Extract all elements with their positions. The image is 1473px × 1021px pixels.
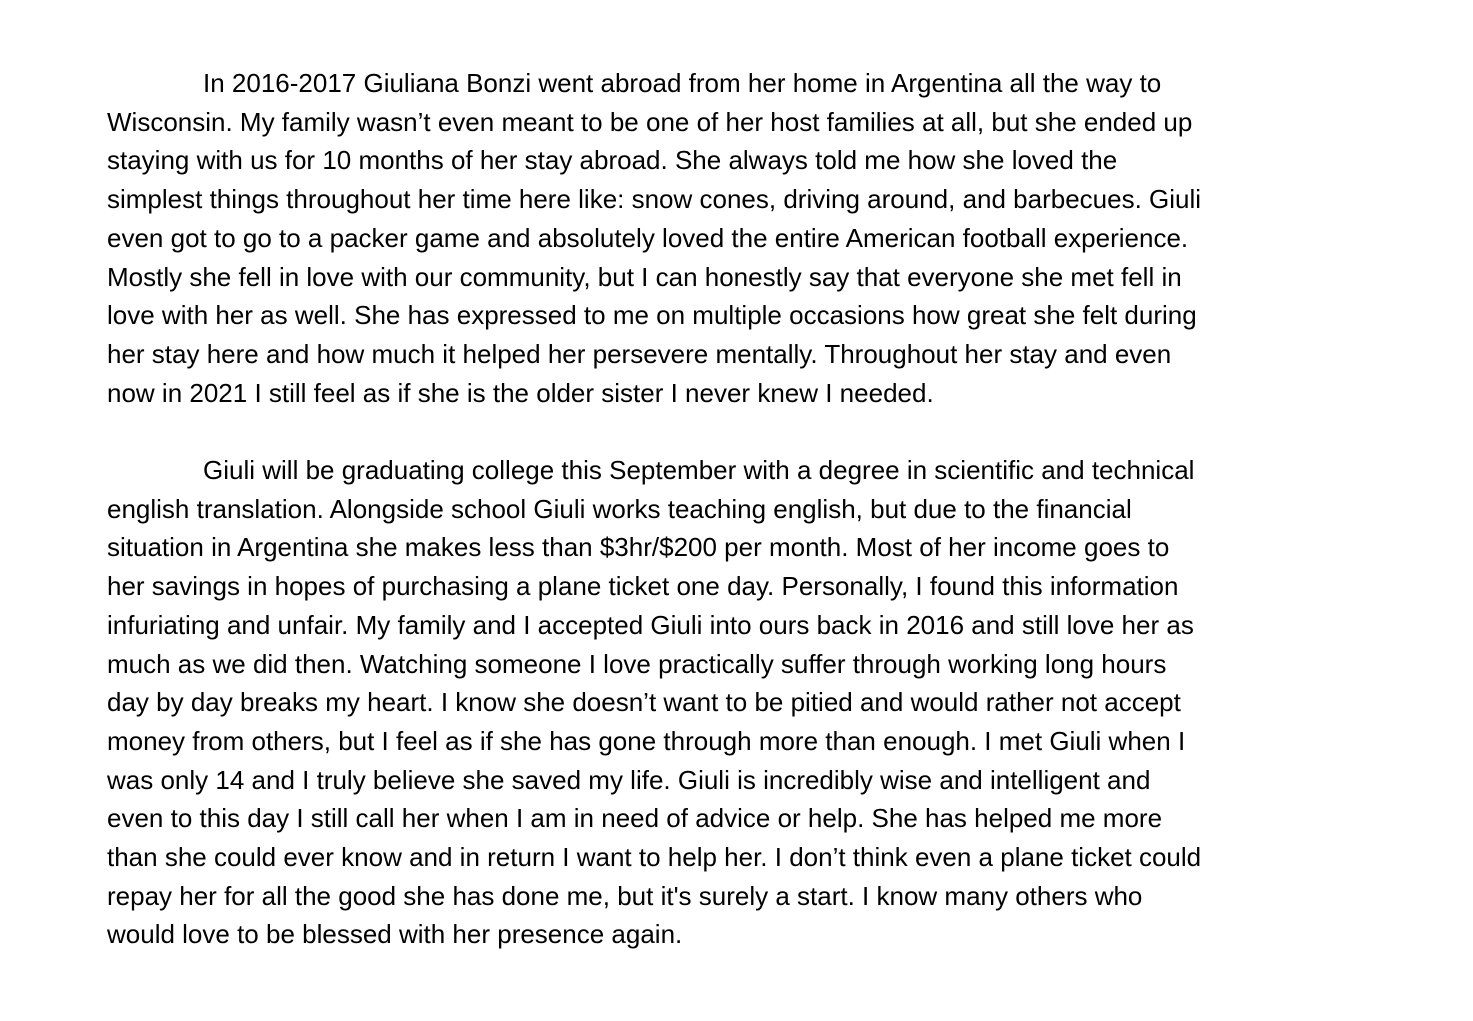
paragraph-line: much as we did then. Watching someone I love practically suffer through working long hours (107, 648, 1167, 679)
paragraph-line: would love to be blessed with her presence again. (107, 919, 683, 950)
paragraph-line: money from others, but I feel as if she has gone through more than enough. I met Giuli when I (107, 725, 1186, 756)
paragraph-2 (107, 451, 1357, 954)
paragraph-line: love with her as well. She has expressed to me on multiple occasions how great she felt during (107, 300, 1197, 331)
paragraph-line: even to this day I still call her when I am in need of advice or help. She has helped me more (107, 803, 1163, 834)
paragraph-1 (107, 64, 1357, 412)
paragraph-line: repay her for all the good she has done me, but it's surely a start. I know many others who (107, 880, 1143, 911)
paragraph-line: staying with us for 10 months of her stay abroad. She always told me how she loved the (107, 145, 1118, 176)
paragraph-line: her stay here and how much it helped her persevere mentally. Throughout her stay and even (107, 338, 1172, 369)
paragraph-line: Giuli will be graduating college this September with a degree in scientific and technical (203, 455, 1195, 486)
paragraph-line: english translation. Alongside school Giuli works teaching english, but due to the financial (107, 493, 1132, 524)
paragraph-line: simplest things throughout her time here like: snow cones, driving around, and barbecues. Giuli (107, 184, 1202, 215)
document-body (107, 64, 1357, 954)
paragraph-line: situation in Argentina she makes less than $3hr/$200 per month. Most of her income goes to (107, 532, 1170, 563)
paragraph-line: even got to go to a packer game and absolutely loved the entire American football experience. (107, 222, 1189, 253)
paragraph-line: In 2016-2017 Giuliana Bonzi went abroad from her home in Argentina all the way to (203, 68, 1162, 98)
paragraph-line: than she could ever know and in return I want to help her. I don’t think even a plane ticket could (107, 842, 1202, 873)
paragraph-line: Wisconsin. My family wasn’t even meant to be one of her host families at all, but she ended up (107, 106, 1193, 137)
paragraph-line: Mostly she fell in love with our community, but I can honestly say that everyone she met fell in (107, 261, 1182, 292)
paragraph-line: her savings in hopes of purchasing a plane ticket one day. Personally, I found this information (107, 571, 1179, 602)
paragraph-line: day by day breaks my heart. I know she doesn’t want to be pitied and would rather not accept (107, 687, 1181, 718)
paragraph-line: now in 2021 I still feel as if she is the older sister I never knew I needed. (107, 377, 934, 408)
paragraph-line: was only 14 and I truly believe she saved my life. Giuli is incredibly wise and intelligent and (107, 764, 1151, 795)
paragraph-line: infuriating and unfair. My family and I accepted Giuli into ours back in 2016 and still love her as (107, 609, 1194, 640)
